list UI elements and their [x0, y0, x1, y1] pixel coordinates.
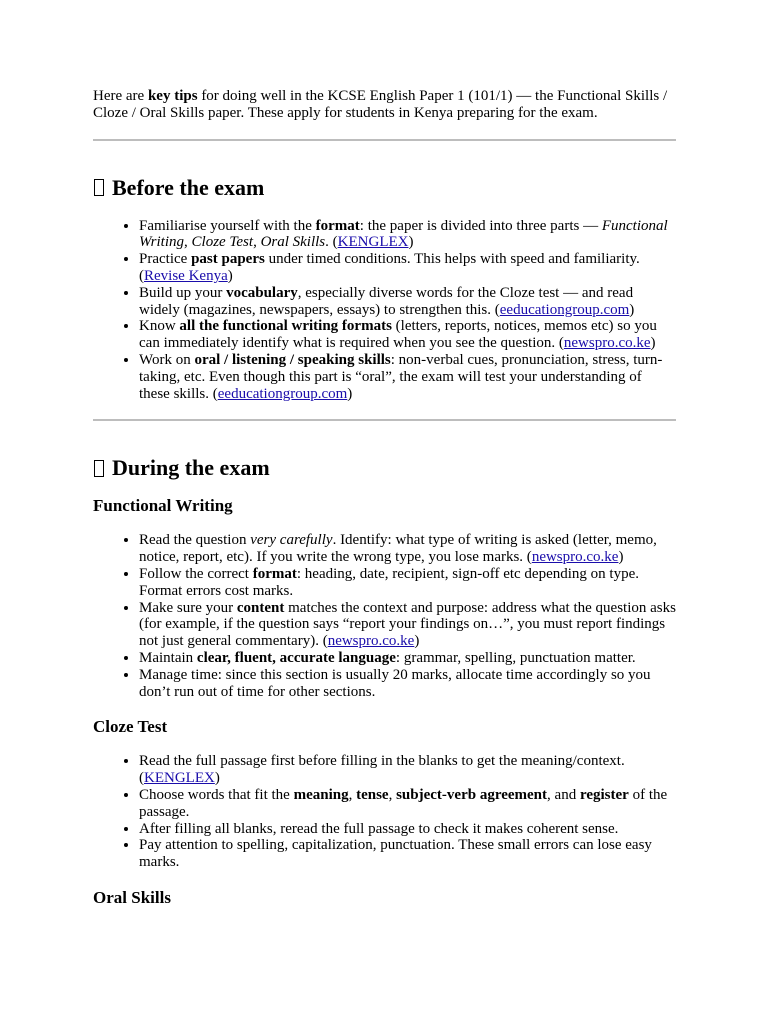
source-link[interactable]: KENGLEX — [144, 770, 215, 787]
source-link[interactable]: newspro.co.ke — [531, 549, 619, 566]
bold-text: content — [236, 599, 285, 616]
text-run: Work on — [139, 351, 195, 368]
text-run: for doing well in the KCSE English Paper 1 (101/1) — the Functional Skills / Cloze / Oral Skills paper. These apply for students in Kenya preparing for the exam. — [93, 88, 668, 121]
italic-text: very carefully — [250, 532, 333, 549]
bold-text: format — [252, 565, 297, 582]
list-item — [139, 532, 676, 566]
section-during-exam — [93, 455, 676, 908]
text-run: ) — [214, 770, 220, 787]
text-run: ) — [618, 549, 624, 566]
text-run: ) — [629, 301, 635, 318]
bold-text: register — [579, 786, 629, 803]
section-title: During the exam — [112, 455, 270, 481]
source-link[interactable]: newspro.co.ke — [327, 633, 415, 650]
bold-text: format — [315, 217, 360, 234]
source-link[interactable]: newspro.co.ke — [563, 335, 651, 352]
source-link[interactable]: Revise Kenya — [144, 267, 228, 284]
text-run: Manage time: since this section is usually 20 marks, allocate time accordingly so you don’t run out of time for other sections. — [139, 666, 651, 700]
bold-text: oral / listening / speaking skills — [194, 351, 391, 368]
list-item — [139, 318, 676, 352]
list-item — [139, 787, 676, 821]
bold-text: past papers — [191, 251, 265, 268]
list-item — [139, 251, 676, 285]
text-run: under timed conditions. This helps with speed and familiarity. ( — [139, 251, 640, 284]
text-run: , and — [547, 786, 580, 803]
subsection-heading-functional-writing: Functional Writing — [93, 496, 233, 516]
list-item — [139, 566, 676, 600]
subsection-heading-cloze-test: Cloze Test — [93, 717, 168, 737]
text-run: Read the full passage first before filling in the blanks to get the meaning/context. ( — [139, 753, 625, 787]
text-run: Familiarise yourself with the — [139, 217, 316, 234]
bold-text: meaning — [293, 786, 349, 803]
section-title: Before the exam — [112, 174, 265, 200]
tips-list — [93, 218, 676, 403]
text-run: of the passage. — [139, 786, 668, 820]
section-heading — [93, 455, 676, 481]
text-run: Make sure your — [139, 599, 237, 616]
bold-text: clear, fluent, accurate language — [196, 649, 396, 666]
list-item — [139, 821, 676, 838]
text-run: , — [253, 234, 261, 251]
text-run: : heading, date, recipient, sign-off etc depending on type. Format errors cost marks. — [139, 565, 639, 599]
tips-list — [93, 532, 676, 700]
text-run: matches the context and purpose: address what the question asks (for example, if the question says “report your findings on…”, you must report findings not just general commentary). ( — [139, 599, 676, 650]
text-run: , — [184, 234, 192, 251]
text-run: . Identify: what type of writing is asked (letter, memo, notice, report, etc). If you write the wrong type, you lose marks. ( — [139, 532, 657, 566]
text-run: , — [348, 786, 357, 803]
section-divider — [93, 139, 676, 141]
tips-list — [93, 753, 676, 871]
text-run: ) — [227, 267, 233, 284]
text-run: (letters, reports, notices, memos etc) so you can immediately identify what is required when you see the question. ( — [139, 318, 657, 352]
bold-text: tense — [356, 786, 389, 803]
text-run: , especially diverse words for the Cloze test — and read widely (magazines, newspapers, essays) to strengthen this. ( — [139, 284, 634, 318]
source-link[interactable]: KENGLEX — [337, 234, 409, 251]
source-link[interactable]: eeducationgroup.com — [217, 385, 348, 402]
section-heading — [93, 175, 676, 201]
text-run: Practice — [139, 251, 192, 268]
intro-paragraph — [93, 88, 676, 122]
missing-glyph-icon — [94, 179, 104, 196]
text-run: Know — [139, 318, 180, 335]
text-run: ) — [408, 234, 414, 251]
text-run: ) — [347, 385, 353, 402]
list-item — [139, 218, 676, 252]
subsection-heading-oral-skills: Oral Skills — [93, 887, 171, 907]
text-run: ) — [650, 335, 656, 352]
document-body — [93, 88, 676, 908]
source-link[interactable]: eeducationgroup.com — [499, 301, 630, 318]
text-run: Read the question — [139, 532, 251, 549]
text-run: : the paper is divided into three parts — — [359, 217, 602, 234]
bold-text: subject-verb agreement — [396, 786, 548, 803]
text-run: : non-verbal cues, pronunciation, stress, turn-taking, etc. Even though this part is “oral”, the exam will test your understanding of these skills. ( — [139, 351, 663, 402]
text-run: After filling all blanks, reread the full passage to check it makes coherent sense. — [139, 820, 619, 837]
list-item — [139, 650, 676, 667]
text-run: Here are — [93, 88, 148, 104]
text-run: Follow the correct — [139, 565, 253, 582]
bold-text: vocabulary — [226, 284, 298, 301]
text-run: Pay attention to spelling, capitalization, punctuation. These small errors can lose easy marks. — [139, 837, 652, 871]
list-item — [139, 837, 676, 871]
italic-text: Oral Skills — [260, 234, 326, 251]
text-run: : grammar, spelling, punctuation matter. — [395, 649, 636, 666]
text-run: Choose words that fit the — [139, 786, 294, 803]
missing-glyph-icon — [94, 460, 104, 477]
text-run: ) — [414, 633, 420, 650]
section-divider — [93, 419, 676, 421]
section-before-exam — [93, 175, 676, 403]
list-item — [139, 352, 676, 402]
list-item — [139, 600, 676, 650]
list-item — [139, 667, 676, 701]
italic-text: Cloze Test — [191, 234, 254, 251]
text-run: . ( — [325, 234, 338, 251]
bold-text: all the functional writing formats — [179, 318, 392, 335]
text-run: Maintain — [139, 649, 197, 666]
bold-text: key tips — [147, 88, 198, 104]
text-run: Build up your — [139, 284, 227, 301]
list-item — [139, 753, 676, 787]
italic-text: Functional Writing — [139, 217, 668, 251]
text-run: , — [388, 786, 397, 803]
list-item — [139, 285, 676, 319]
